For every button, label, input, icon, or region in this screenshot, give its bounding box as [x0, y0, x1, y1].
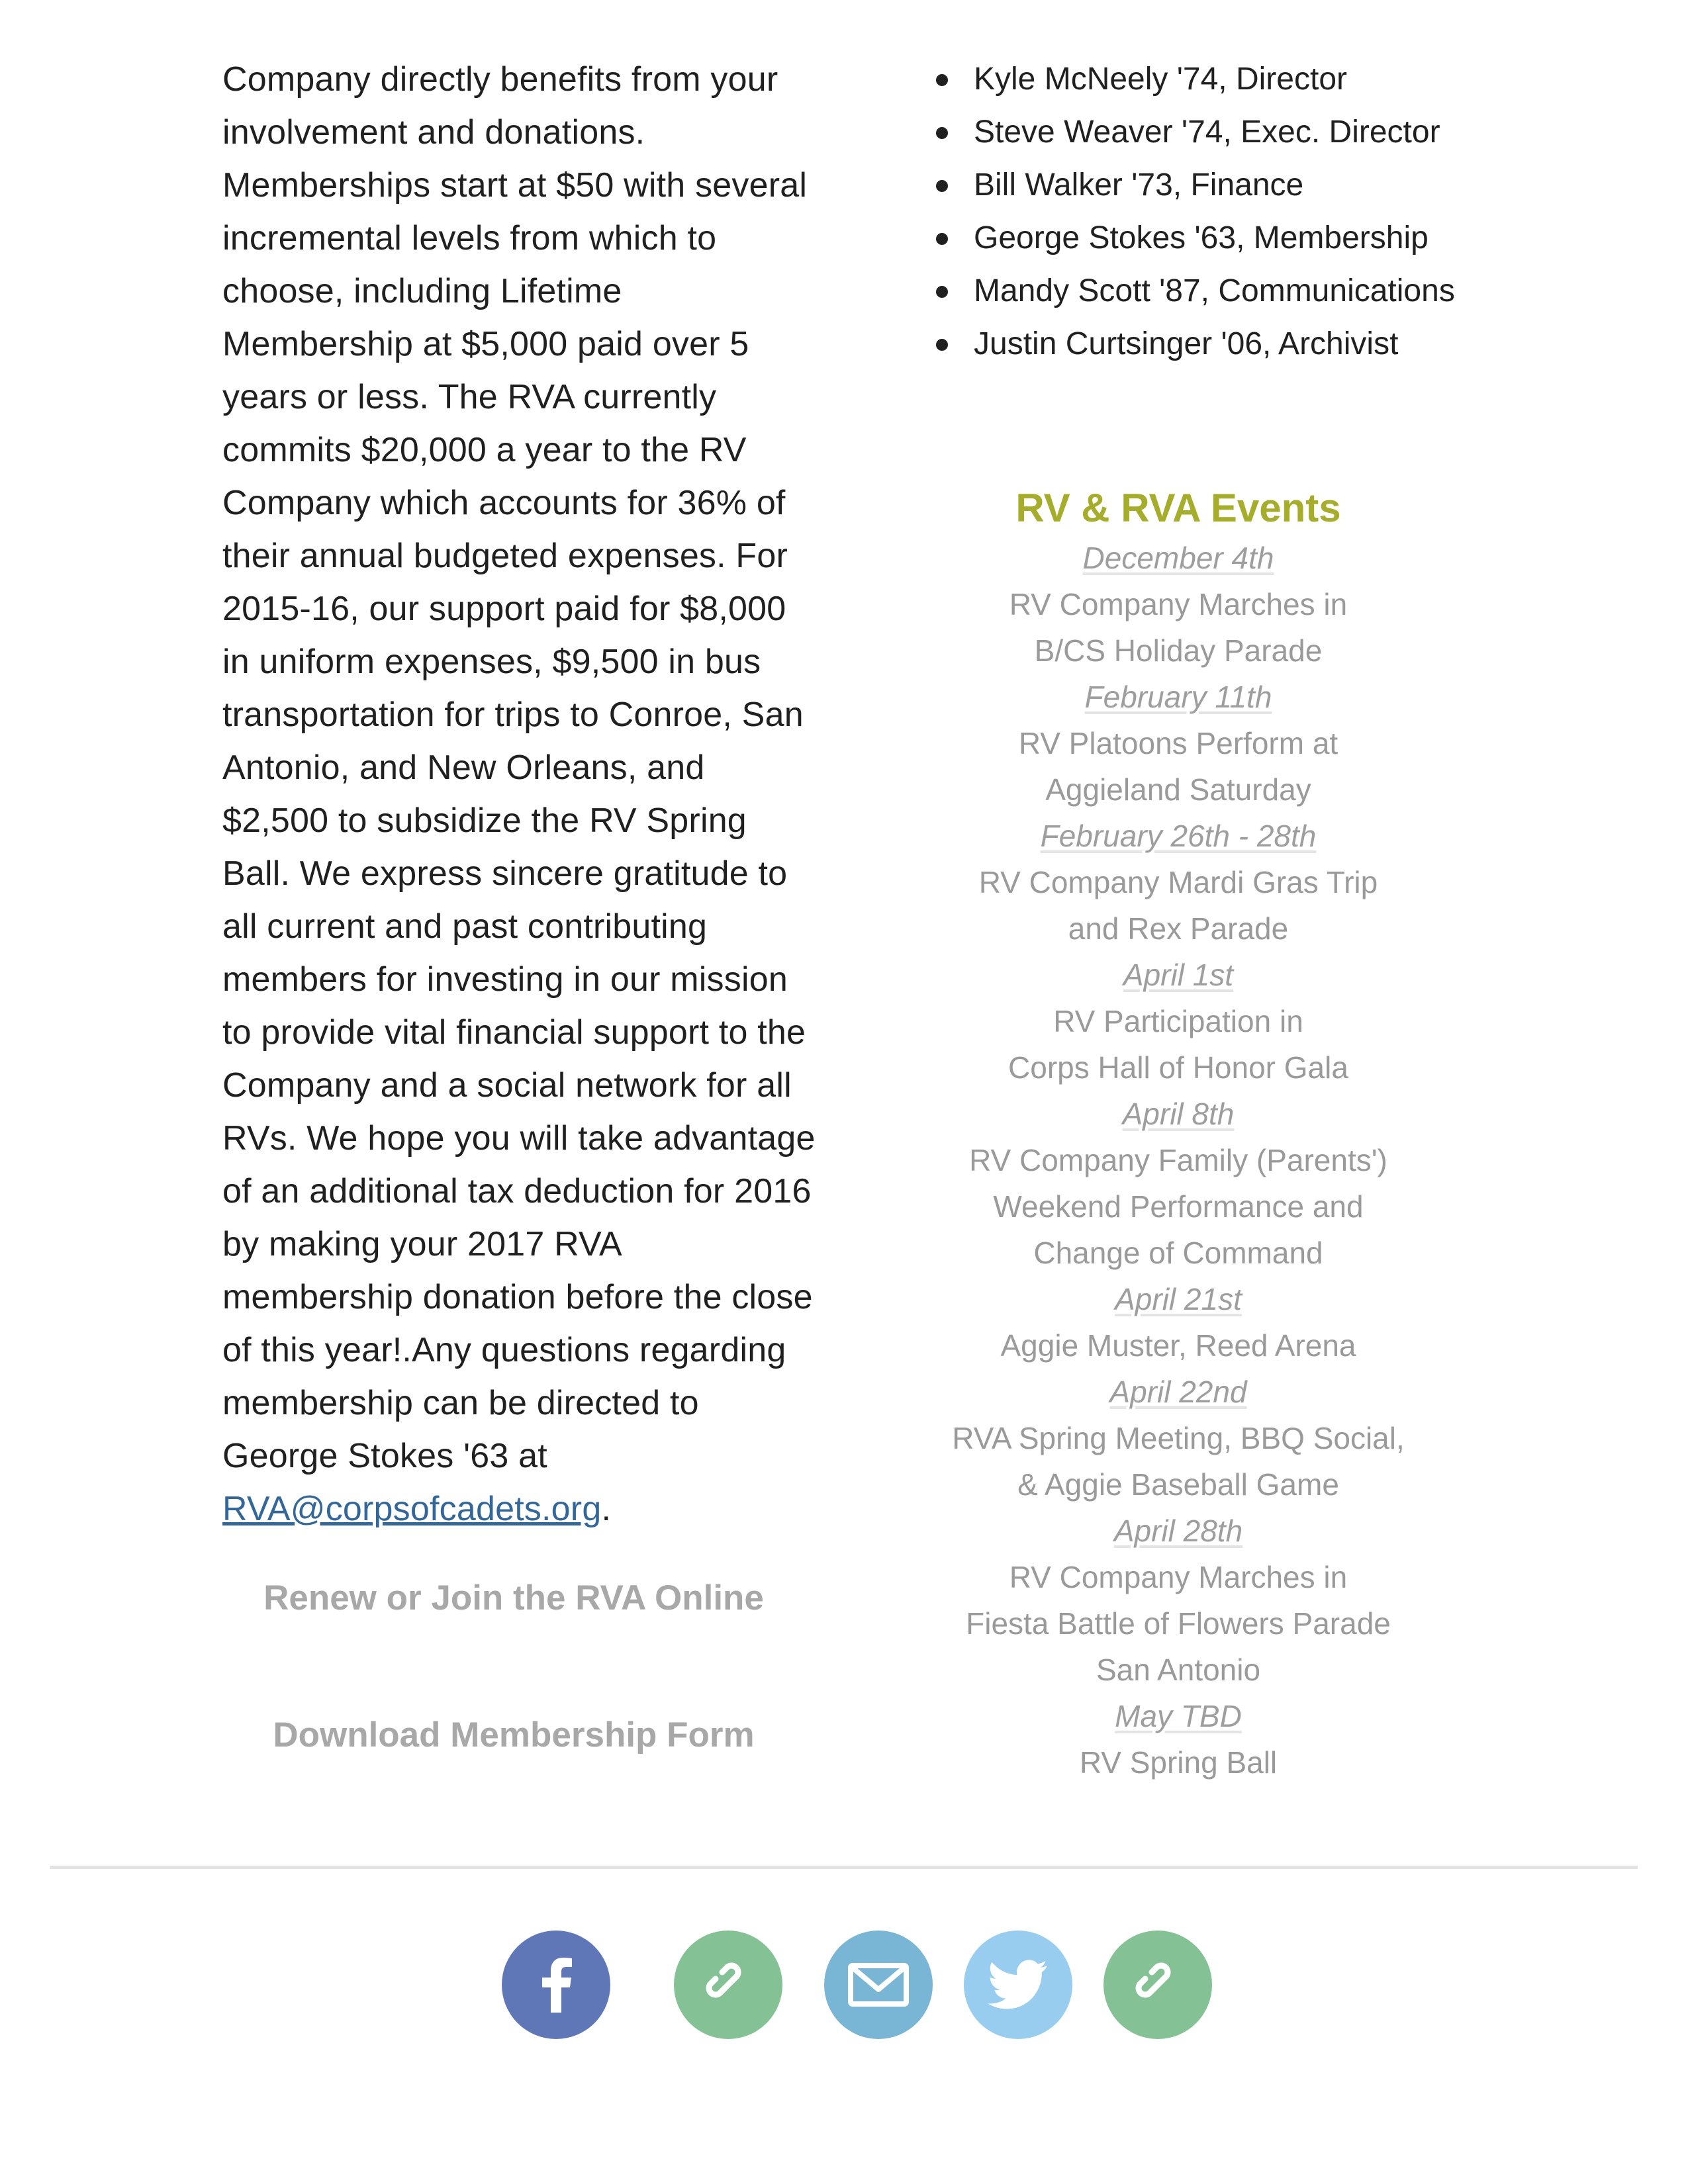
membership-column	[222, 53, 818, 1755]
event-description: RV Spring Ball	[1079, 1745, 1278, 1780]
event-date[interactable]: April 21st	[1115, 1282, 1242, 1316]
event-description: RV Company Marches in	[1009, 1560, 1348, 1594]
event-date[interactable]: April 1st	[1123, 958, 1234, 992]
membership-text: Company directly benefits from your involvement and donations. Memberships start at $50 with several incremental levels from which to choose, including Lifetime Membership at $5,000 paid over 5 years or less. The RVA currently commits $20,000 a year to the RV Company which accounts for 36% of their annual budgeted expenses. For 2015-16, our support paid for $8,000 in uniform expenses, $9,500 in bus transportation for trips to Conroe, San Antonio, and New Orleans, and $2,500 to subsidize the RV Spring Ball. We express sincere gratitude to all current and past contributing members for investing in our mission to provide vital financial support to the Company and a social network for all RVs. We hope you will take advantage of an additional tax deduction for 2016 by making your 2017 RVA membership donation before the close of this year!.Any questions regarding membership can be directed to George Stokes '63 at	[222, 60, 816, 1475]
footer-divider	[50, 1866, 1638, 1869]
events-title: RV & RVA Events	[1015, 486, 1341, 530]
bullet-icon	[936, 180, 948, 192]
event-description: RV Participation in	[1053, 1004, 1303, 1038]
event-date[interactable]: May TBD	[1115, 1699, 1242, 1733]
email-button[interactable]	[824, 1931, 933, 2039]
board-list	[924, 53, 1586, 371]
event-description: and Rex Parade	[1068, 911, 1289, 946]
facebook-button[interactable]	[502, 1931, 610, 2039]
event-description: RV Company Marches in	[1009, 587, 1348, 621]
bullet-icon	[936, 286, 948, 298]
event-description: Aggieland Saturday	[1045, 772, 1311, 807]
events-section	[914, 482, 1443, 1786]
rva-email-link[interactable]: RVA@corpsofcadets.org	[222, 1490, 602, 1528]
event-description: Aggie Muster, Reed Arena	[1000, 1328, 1356, 1363]
event-description: Change of Command	[1033, 1236, 1323, 1270]
event-date[interactable]: February 11th	[1084, 680, 1272, 714]
email-icon	[848, 1963, 909, 2007]
list-item: Justin Curtsinger '06, Archivist	[924, 318, 1586, 371]
event-description: Corps Hall of Honor Gala	[1008, 1050, 1348, 1085]
membership-paragraph	[222, 53, 818, 1535]
event-date[interactable]: April 8th	[1122, 1097, 1235, 1131]
twitter-icon	[988, 1960, 1049, 2010]
event-description: RV Company Family (Parents')	[969, 1143, 1387, 1177]
event-description: RV Company Mardi Gras Trip	[978, 865, 1378, 899]
event-description: Fiesta Battle of Flowers Parade	[966, 1606, 1391, 1641]
list-item: Steve Weaver '74, Exec. Director	[924, 106, 1586, 159]
facebook-icon	[538, 1957, 575, 2013]
social-links	[0, 1931, 1688, 2039]
bullet-icon	[936, 127, 948, 139]
event-date[interactable]: December 4th	[1082, 541, 1274, 575]
board-column	[924, 53, 1586, 371]
link-icon	[700, 1956, 757, 2013]
list-item: Kyle McNeely '74, Director	[924, 53, 1586, 106]
event-date[interactable]: April 22nd	[1109, 1375, 1247, 1409]
bullet-icon	[936, 339, 948, 351]
event-description: San Antonio	[1096, 1653, 1261, 1687]
bullet-icon	[936, 74, 948, 86]
website-link-button[interactable]	[1103, 1931, 1212, 2039]
event-description: & Aggie Baseball Game	[1017, 1467, 1339, 1502]
event-description: Weekend Performance and	[993, 1189, 1364, 1224]
event-date[interactable]: April 28th	[1113, 1514, 1243, 1548]
list-item: George Stokes '63, Membership	[924, 212, 1586, 265]
event-description: RVA Spring Meeting, BBQ Social,	[952, 1421, 1405, 1455]
list-item: Mandy Scott '87, Communications	[924, 265, 1586, 318]
paragraph-end: .	[601, 1490, 612, 1528]
twitter-button[interactable]	[964, 1931, 1072, 2039]
bullet-icon	[936, 233, 948, 245]
link-icon	[1129, 1956, 1186, 2013]
event-description: B/CS Holiday Parade	[1034, 633, 1323, 668]
website-link-button[interactable]	[674, 1931, 782, 2039]
event-description: RV Platoons Perform at	[1018, 726, 1338, 760]
renew-join-button[interactable]: Renew or Join the RVA Online	[263, 1578, 764, 1617]
list-item: Bill Walker '73, Finance	[924, 159, 1586, 212]
download-form-button[interactable]: Download Membership Form	[273, 1715, 755, 1754]
event-date[interactable]: February 26th - 28th	[1040, 819, 1317, 853]
